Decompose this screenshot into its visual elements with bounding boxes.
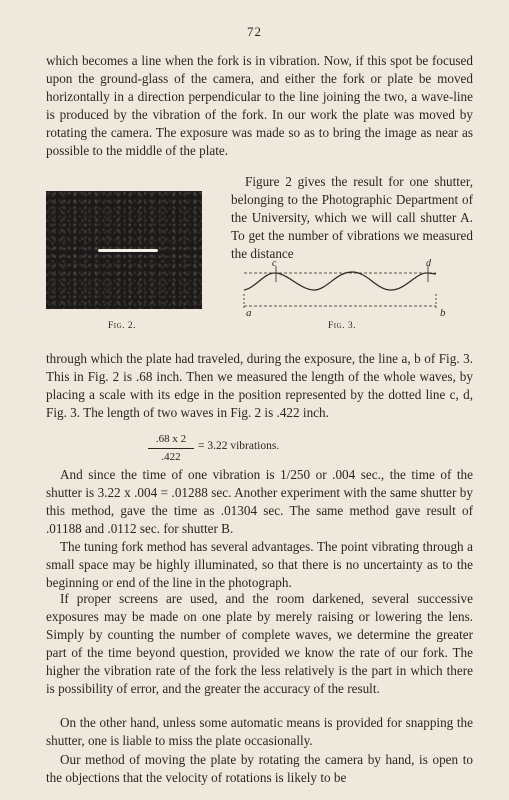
figure-2-caption: Fig. 2. (108, 321, 137, 331)
figure-3-diagram (236, 258, 460, 320)
label-d: d (426, 258, 431, 269)
label-a: a (246, 307, 252, 319)
page-number: 72 (247, 24, 262, 39)
paragraph-6: If proper screens are used, and the room darkened, several successive exposures may be made on one plate by merely raising or lowering the lens. Simply by counting the number of complete waves, we determine the greater part of the time beyond question, provided we know the rate of our fork. The higher the vibration rate of the fork the less relatively is the part in which there is possibility of error, and the greater the accuracy of the result. (46, 591, 473, 696)
label-c: c (272, 258, 277, 269)
figure-3-caption: Fig. 3. (328, 321, 357, 331)
paragraph-8: Our method of moving the plate by rotating the camera by hand, is open to the objections that the velocity of rotations is likely to be (46, 752, 473, 785)
wave-curve (244, 272, 436, 290)
paragraph-7: On the other hand, unless some automatic means is provided for snapping the shutter, one is liable to miss the plate occasionally. (46, 715, 473, 748)
vibration-trace-line (98, 249, 158, 252)
fraction-denominator: .422 (161, 451, 181, 463)
paragraph-1: which becomes a line when the fork is in vibration. Now, if this spot be focused upon the ground-glass of the camera, and either the fork or plate be moved horizontally in a direction perpendicular to the line joining the two, a wave-line is produced by the vibration of the fork. In our work the plate was moved by rotating the camera. The exposure was made so as to bring the image as near as possible to the middle of the plate. (46, 53, 473, 158)
paragraph-4: And since the time of one vibration is 1/250 or .004 sec., the time of the shutter is 3.22 x .004 = .01288 sec. Another experiment with the same shutter by this method, gave the time as .01304 sec. The same method gave result of .01188 and .0112 sec. for shutter B. (46, 467, 473, 536)
calculation-result: = 3.22 vibrations. (198, 440, 280, 452)
paragraph-2: Figure 2 gives the result for one shutter, belonging to the Photographic Department of the University, which we will call shutter A. To get the number of vibrations we measured the distance (231, 174, 473, 261)
paragraph-3: through which the plate had traveled, during the exposure, the line a, b of Fig. 3. This in Fig. 2 is .68 inch. Then we measured the length of the whole waves, by placing a scale with its edge in the position represented by the dotted line c, d, Fig. 3. The length of two waves in Fig. 2 is .422 inch. (46, 351, 473, 420)
fraction (148, 432, 194, 465)
figure-2-photograph (46, 191, 202, 309)
fraction-bar (148, 448, 194, 449)
fraction-numerator: .68 x 2 (155, 433, 187, 445)
label-b: b (440, 307, 446, 319)
paragraph-5: The tuning fork method has several advantages. The point vibrating through a small space may be highly illuminated, so that there is no uncertainty as to the beginning or end of the line in the photograph. (46, 539, 473, 590)
